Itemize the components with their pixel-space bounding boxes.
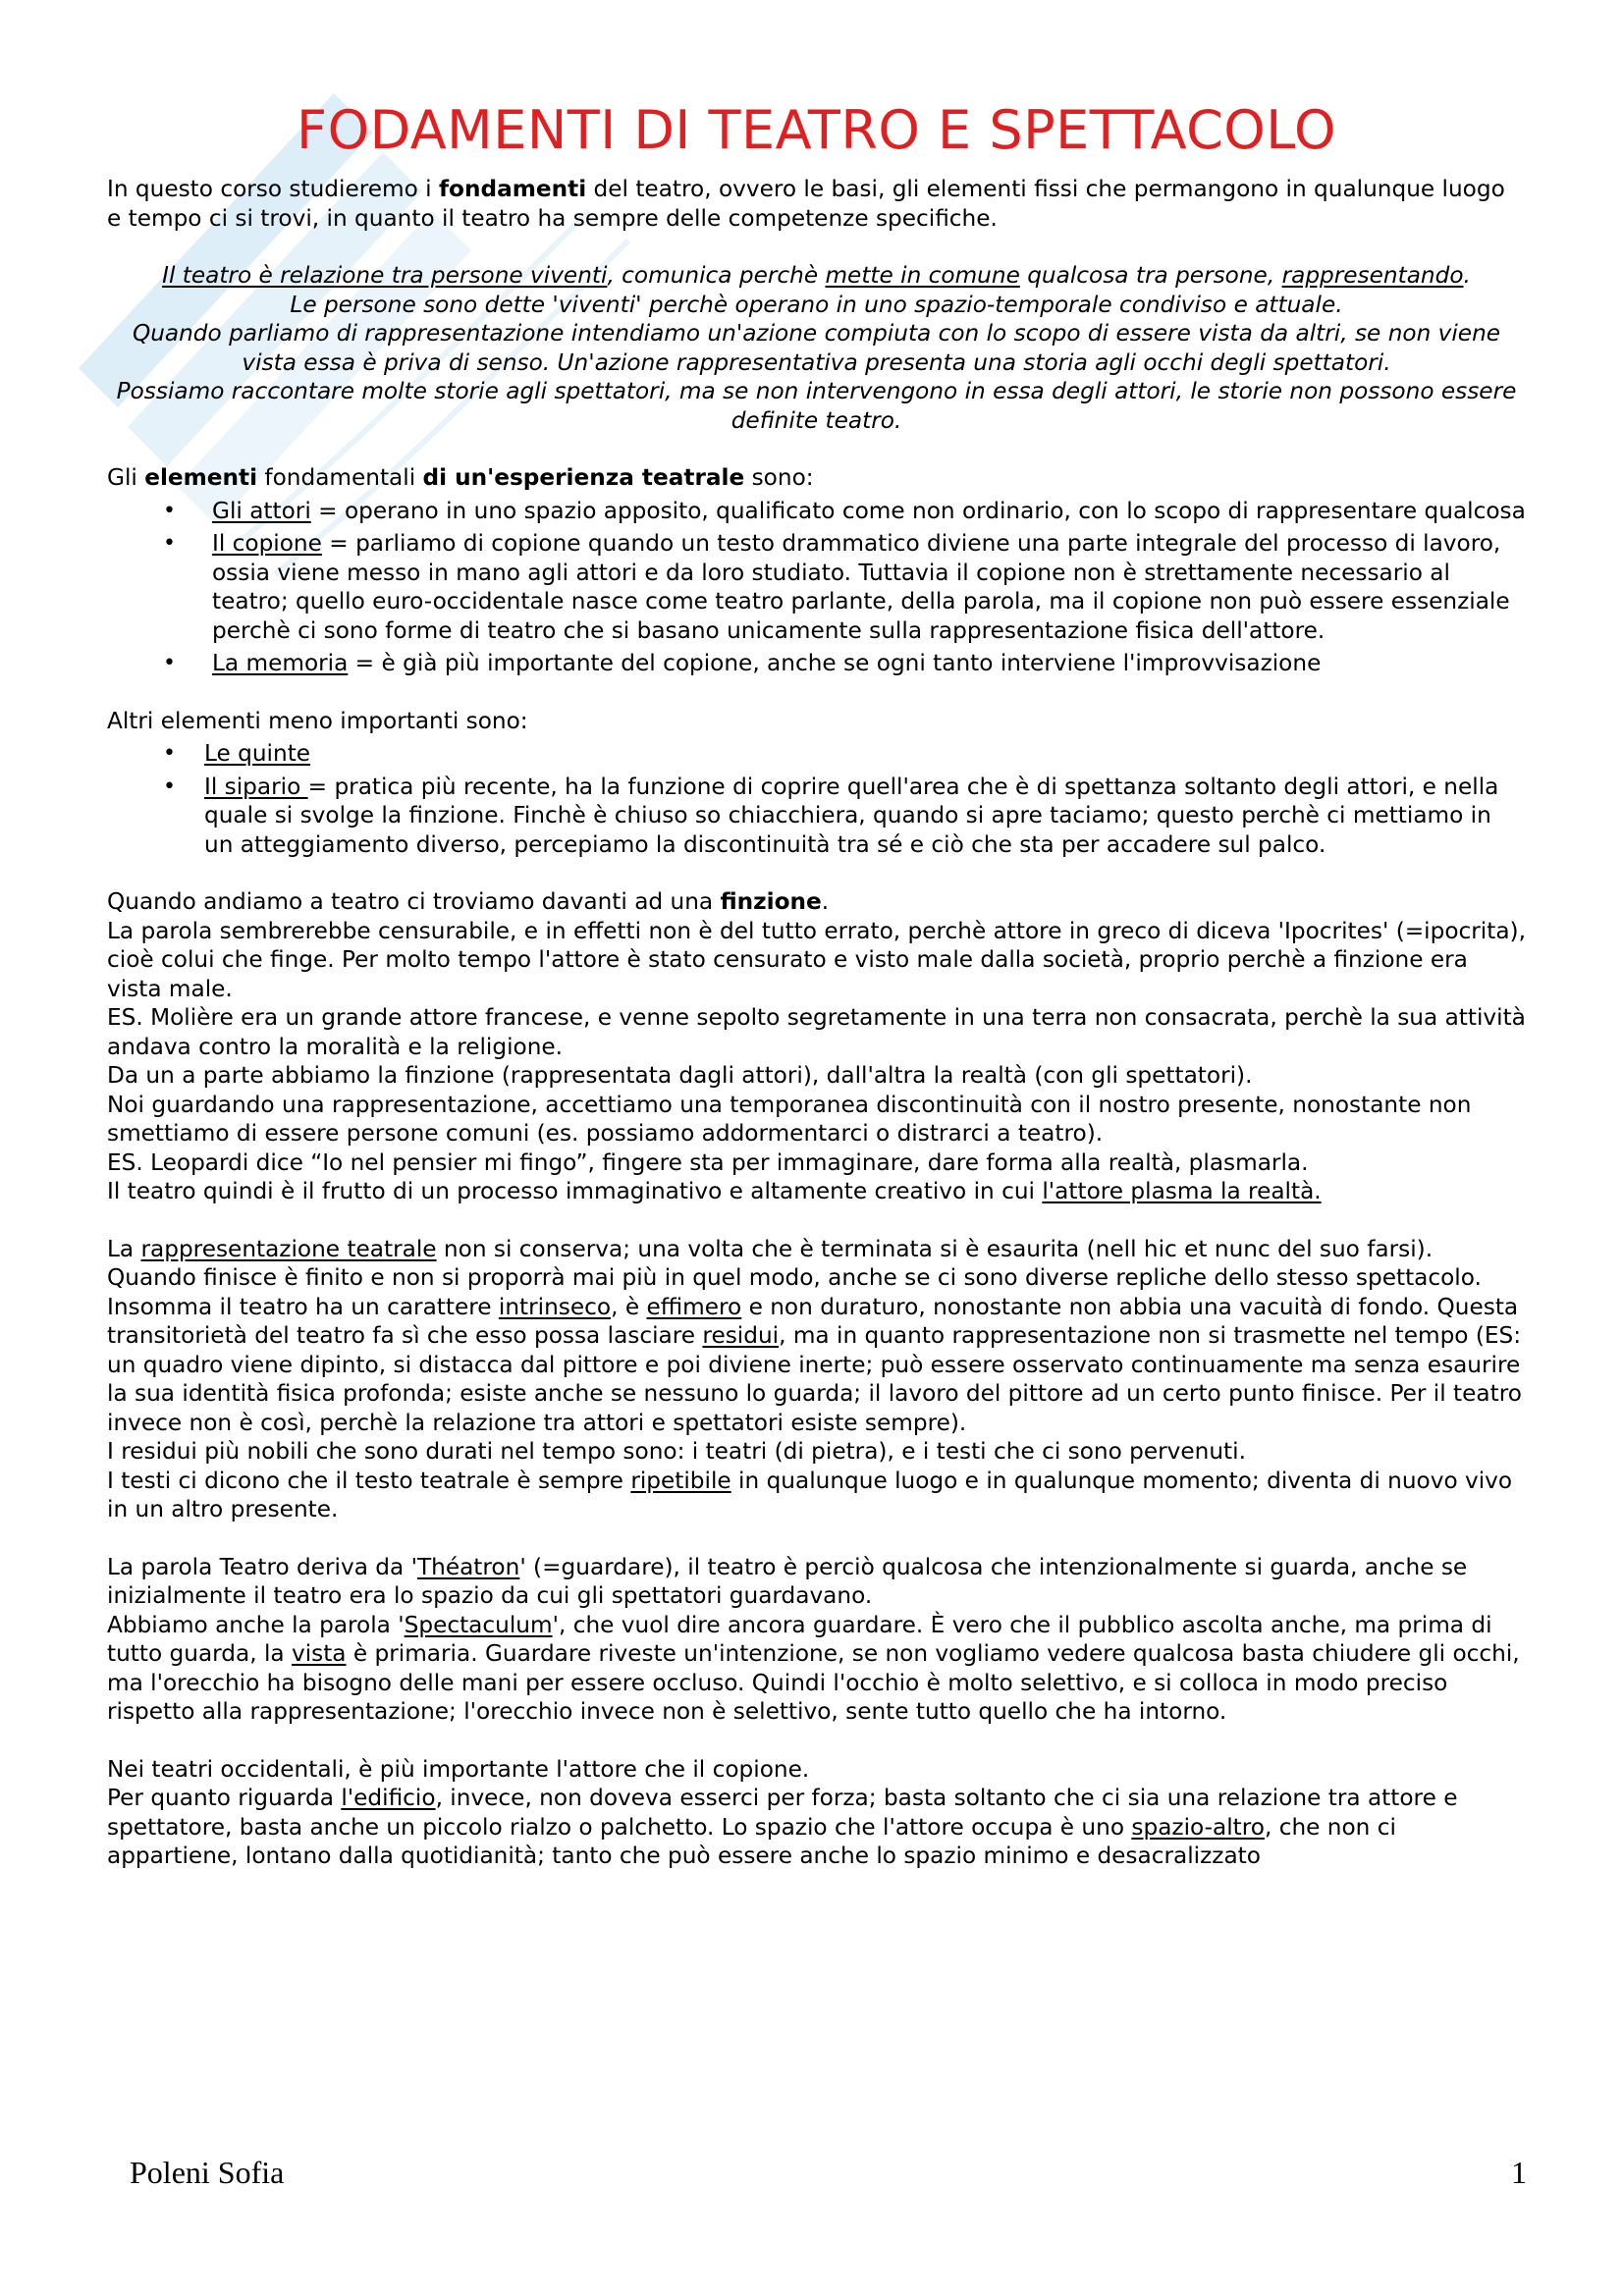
underlined-text: Il teatro è relazione tra persone viventi <box>162 262 608 289</box>
list-text: = operano in uno spazio apposito, qualificato come non ordinario, con lo scopo di rappresentare qualcosa <box>310 497 1526 524</box>
bullet-icon: • <box>163 741 176 766</box>
text-span: qualcosa tra persone, <box>1019 262 1282 289</box>
page-number: 1 <box>1511 2155 1527 2190</box>
text-span: ' (=guardare), il teatro è perciò qualcosa che intenzionalmente si guarda, anche se inizialmente il teatro era lo spazio da cui gli spettatori guardavano. <box>107 1553 1468 1609</box>
list-item <box>163 497 1526 526</box>
text-span: Per quanto riguarda <box>107 1785 342 1811</box>
text-span: Gli <box>107 464 145 491</box>
text-span: Insomma il teatro ha un carattere <box>107 1293 499 1320</box>
text-span: La <box>107 1235 141 1262</box>
text-span: . <box>821 888 830 915</box>
text-span: Abbiamo anche la parola ' <box>107 1611 405 1638</box>
paragraph <box>107 1553 1526 1611</box>
underlined-text: l'edificio <box>341 1785 436 1811</box>
text-span: sono: <box>744 464 814 491</box>
centered-block <box>107 261 1526 435</box>
bullet-icon: • <box>163 651 176 675</box>
spacer <box>107 678 1526 707</box>
list-term: La memoria <box>212 650 349 676</box>
etymology-section <box>107 1553 1526 1727</box>
paragraph <box>107 887 1526 917</box>
paragraph <box>107 1467 1526 1524</box>
paragraph <box>107 1177 1526 1206</box>
text-span: , invece, non doveva esserci per forza; basta soltanto che ci sia una relazione tra attore e spettatore, basta anche un piccolo rialzo o palchetto. Lo spazio che l'attore occupa è uno <box>107 1785 1458 1841</box>
text-span: in qualunque luogo e in qualunque momento; diventa di nuovo vivo in un altro presente. <box>107 1467 1513 1522</box>
text-span: è primaria. Guardare riveste un'intenzione, se non vogliamo vedere qualcosa basta chiudere gli occhi, ma l'orecchio ha bisogno delle mani per essere occluso. Quindi l'occhio è molto selettivo, e si colloca in modo preciso rispetto alla rappresentazione; l'orecchio invece non è selettivo, sente tutto quello che ha intorno. <box>107 1640 1520 1725</box>
text-span: , ma in quanto rappresentazione non si trasmette nel tempo (ES: un quadro viene dipinto, si distacca dal pittore e poi diviene inerte; può essere osservato continuamente ma senza esaurire la sua identità fisica profonda; esiste anche se nessuno lo guarda; il lavoro del pittore ad un certo punto finisce. Per il teatro invece non è così, perchè la relazione tra attori e spettatori esiste sempre). <box>107 1322 1522 1436</box>
text-span: , è <box>611 1293 647 1320</box>
text-span: Il teatro quindi è il frutto di un processo immaginativo e altamente creativo in cui <box>107 1178 1043 1204</box>
spacer <box>107 1206 1526 1235</box>
page-footer <box>130 2155 1527 2194</box>
text-span: Quando andiamo a teatro ci troviamo davanti ad una <box>107 888 721 915</box>
centered-line-4: Possiamo raccontare molte storie agli spettatori, ma se non intervengono in essa degli attori, le storie non possono essere definite teatro. <box>116 378 1517 434</box>
text-span: La parola Teatro deriva da ' <box>107 1553 417 1580</box>
spacer <box>107 859 1526 887</box>
intro-text: In questo corso studieremo i <box>107 176 439 202</box>
underlined-text: rappresentazione teatrale <box>140 1235 437 1262</box>
text-span: , comunica perchè <box>607 262 826 289</box>
fiction-section <box>107 887 1526 1206</box>
text-span: , che non ci appartiene, lontano dalla quotidianità; tanto che può essere anche lo spazio minimo e desacralizzato <box>107 1813 1396 1869</box>
elements-list <box>163 497 1526 678</box>
text-span: non si conserva; una volta che è terminata si è esaurita (nell hic et nunc del suo farsi). Quando finisce è finito e non si proporrà mai più in quel modo, anche se ci sono diverse repliche dello stesso spettacolo. <box>107 1235 1482 1291</box>
list-term: Il sipario <box>204 773 308 800</box>
elements-heading <box>107 463 1526 493</box>
underlined-text: l'attore plasma la realtà. <box>1042 1178 1322 1204</box>
underlined-text: mette in comune <box>825 262 1020 289</box>
bullet-icon: • <box>163 531 176 556</box>
list-item <box>163 649 1526 678</box>
underlined-text: residui <box>702 1322 780 1349</box>
underlined-text: vista <box>291 1640 347 1667</box>
western-section <box>107 1755 1526 1871</box>
list-item <box>163 529 1526 645</box>
list-text: = parliamo di copione quando un testo drammatico diviene una parte integrale del processo di lavoro, ossia viene messo in mano agli attori e da loro studiato. Tuttavia il copione non è strettamente necessario al teatro; quello euro-occidentale nasce come teatro parlante, della parola, ma il copione non può essere essenziale perchè ci sono forme di teatro che si basano unicamente sulla rappresentazione fisica dell'attore. <box>212 530 1510 644</box>
spacer <box>107 435 1526 463</box>
bullet-icon: • <box>163 498 176 523</box>
underlined-text: effimero <box>646 1293 742 1320</box>
list-item <box>163 739 1526 769</box>
paragraph: Noi guardando una rappresentazione, accettiamo una temporanea discontinuità con il nostro presente, nonostante non smettiamo di essere persone comuni (es. possiamo addormentarci o distrarci a teatro). <box>107 1091 1472 1147</box>
paragraph: ES. Molière era un grande attore francese, e venne sepolto segretamente in una terra non consacrata, perchè la sua attività andava contro la moralità e la religione. <box>107 1004 1526 1060</box>
footer-author: Poleni Sofia <box>130 2155 285 2190</box>
underlined-text: Théatron <box>416 1553 520 1580</box>
list-item <box>163 773 1526 860</box>
text-span: I testi ci dicono che il testo teatrale è sempre <box>107 1467 631 1494</box>
list-term: Gli attori <box>212 497 311 524</box>
paragraph: ES. Leopardi dice “Io nel pensier mi fingo”, fingere sta per immaginare, dare forma alla realtà, plasmarla. <box>107 1148 1309 1176</box>
bold-text: finzione <box>720 888 822 915</box>
text-span: fondamentali <box>257 464 423 491</box>
text-span: e non duraturo, nonostante non abbia una vacuità di fondo. Questa transitorietà del teatro fa sì che esso possa lasciare <box>107 1293 1519 1349</box>
underlined-text: spazio-altro <box>1131 1813 1265 1841</box>
paragraph: Da un a parte abbiamo la finzione (rappresentata dagli attori), dall'altra la realtà (con gli spettatori). <box>107 1062 1253 1089</box>
paragraph: Nei teatri occidentali, è più importante l'attore che il copione. <box>107 1755 810 1783</box>
centered-line-2: Le persone sono dette 'viventi' perchè operano in uno spazio-temporale condiviso e attuale. <box>290 291 1343 318</box>
paragraph <box>107 1293 1526 1438</box>
paragraph <box>107 1235 1526 1293</box>
underlined-text: intrinseco <box>498 1293 612 1320</box>
spacer <box>107 1524 1526 1553</box>
list-term: Il copione <box>212 530 322 557</box>
underlined-text: rappresentando <box>1281 262 1464 289</box>
list-text: = è già più importante del copione, anche se ogni tanto interviene l'improvvisazione <box>348 650 1322 676</box>
underlined-text: ripetibile <box>630 1467 731 1494</box>
intro-text: del teatro, ovvero le basi, gli elementi fissi che permangono in qualunque luogo e tempo ci si trovi, in quanto il teatro ha sempre delle competenze specifiche. <box>107 176 1505 232</box>
others-heading: Altri elementi meno importanti sono: <box>107 707 528 734</box>
paragraph <box>107 1784 1526 1871</box>
list-text: = pratica più recente, ha la funzione di coprire quell'area che è di spettanza soltanto degli attori, e nella quale si svolge la finzione. Finchè è chiuso so chiacchiera, quando si apre taciamo; questo perchè ci mettiamo in un atteggiamento diverso, percepiamo la discontinuità tra sé e ciò che sta per accadere sul palco. <box>204 773 1499 858</box>
centered-line-1 <box>107 261 1526 291</box>
text-span: . <box>1463 262 1471 289</box>
bold-text: elementi <box>144 464 258 491</box>
intro-paragraph <box>107 175 1526 233</box>
underlined-text: Spectaculum <box>404 1611 553 1638</box>
spacer <box>107 1727 1526 1755</box>
representation-section <box>107 1235 1526 1524</box>
paragraph: I residui più nobili che sono durati nel tempo sono: i teatri (di pietra), e i testi che ci sono pervenuti. <box>107 1438 1246 1465</box>
main-content <box>107 98 1526 1871</box>
others-list <box>163 739 1526 859</box>
intro-bold: fondamenti <box>438 176 587 202</box>
paragraph: La parola sembrerebbe censurabile, e in effetti non è del tutto errato, perchè attore in greco di diceva 'Ipocrites' (=ipocrita), cioè colui che finge. Per molto tempo l'attore è stato censurato e visto male dalla società, proprio perchè a finzione era vista male. <box>107 917 1526 1002</box>
paragraph <box>107 1611 1526 1727</box>
bold-text: di un'esperienza teatrale <box>422 464 745 491</box>
page-title: FODAMENTI DI TEATRO E SPETTACOLO <box>297 99 1336 161</box>
text-span: ', che vuol dire ancora guardare. È vero che il pubblico ascolta anche, ma prima di tutto guarda, la <box>107 1611 1492 1667</box>
bullet-icon: • <box>163 774 176 799</box>
centered-line-3: Quando parliamo di rappresentazione intendiamo un'azione compiuta con lo scopo di essere vista da altri, se non viene vista essa è priva di senso. Un'azione rappresentativa presenta una storia agli occhi degli spettatori. <box>132 320 1501 376</box>
spacer <box>107 233 1526 261</box>
list-term: Le quinte <box>204 740 311 767</box>
